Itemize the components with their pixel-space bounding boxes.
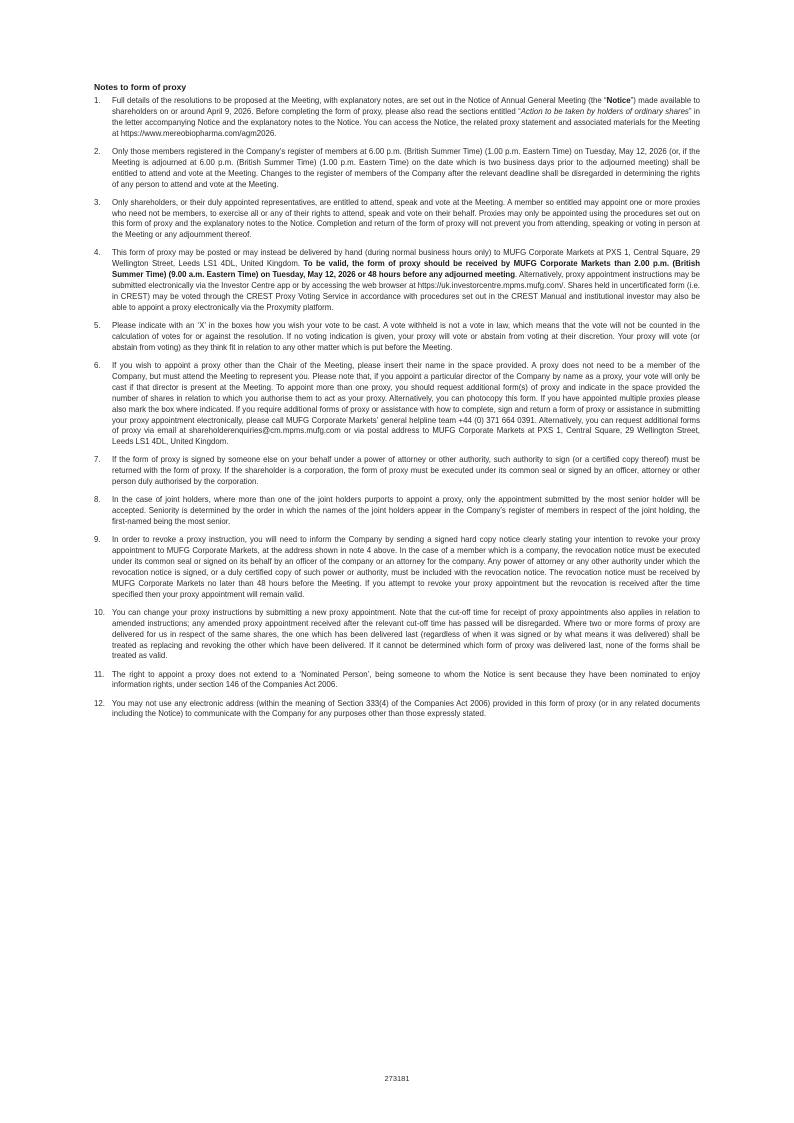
note-text [112, 96, 700, 140]
note-text-part: ” in the letter accompanying Notice and the explanatory notes to the Notice. You can access the Notice, the related proxy statement and associated materials for the Meeting at https://www.mereobiopharma.com/agm2026. [112, 106, 701, 138]
note-text-bold: To be valid, the form of proxy should be received by MUFG Corporate Markets than 2.00 p.m. (British Summer Time) (9.00 a.m. Eastern Time) on Tuesday, May 12, 2026 or 48 hours before any adjourned meeting [112, 259, 700, 280]
note-text: In the case of joint holders, where more than one of the joint holders purports to appoint a proxy, only the appointment submitted by the most senior holder will be accepted. Seniority is determined by the order in which the names of the joint holders appear in the Company’s register of members in respect of the joint holding, the first-named being the most senior. [112, 495, 700, 527]
note-text: Only shareholders, or their duly appointed representatives, are entitled to attend, speak and vote at the Meeting. A member so entitled may appoint one or more proxies who need not be members, to exercise all or any of their rights to attend, speak and vote on their behalf. Proxies may only be appointed using the procedures set out on this form of proxy and the explanatory notes to the Notice. Completion and return of the form of proxy will not prevent you from attending, speaking or voting in person at the Meeting or any adjournment thereof. [112, 197, 700, 240]
note-11 [94, 670, 700, 692]
note-text-part: . Alternatively, proxy appointment instructions may be submitted electronically via the Investor Centre app or by accessing the web browser at https://uk.investorcentre.mpms.mufg.com/. Shares held in uncertificated form (i.e. in CREST) may be voted through the CREST Proxy Voting Service in accordance with procedures set out in the CREST Manual and institutional investor may also be able to appoint a proxy electronically via the Proxymity platform. [112, 270, 700, 312]
note-text-bold: Notice [606, 96, 631, 105]
note-7 [94, 455, 700, 488]
note-number: 2. [94, 146, 101, 156]
note-text-part: ”) made available to shareholders on or around April 9, 2026. Before completing the form of proxy, please also read the sections entitled “ [112, 96, 700, 116]
note-text: Only those members registered in the Company’s register of members at 6.00 p.m. (British Summer Time) (1.00 p.m. Eastern Time) on Tuesday, May 12, 2026 (or, if the Meeting is adjourned at 6.00 p.m. (British Summer Time) (1.00 p.m. Eastern Time) on the date which is two business days prior to the adjourned meeting) shall be entitled to attend and vote at the Meeting. Changes to the register of members of the Company after the relevant deadline shall be disregarded in determining the rights of any person to attend and vote at the Meeting. [112, 146, 700, 189]
page-title: Notes to form of proxy [94, 82, 187, 92]
note-2 [94, 147, 700, 191]
note-5 [94, 321, 700, 354]
note-number: 6. [94, 360, 101, 370]
note-text: If the form of proxy is signed by someone else on your behalf under a power of attorney or other authority, such authority to sign (or a certified copy thereof) must be returned with the form of proxy. If the shareholder is a corporation, the form of proxy must be executed under its common seal or signed by an officer, attorney or other person duly authorised by the corporation. [112, 455, 700, 487]
note-text: The right to appoint a proxy does not extend to a ‘Nominated Person’, being someone to whom the Notice is sent because they have been nominated to enjoy information rights, under section 146 of the Companies Act 2006. [112, 669, 700, 690]
note-text: Please indicate with an ‘X’ in the boxes how you wish your vote to be cast. A vote withheld is not a vote in law, which means that the vote will not be counted in the calculation of votes for or against the resolution. If no voting indication is given, your proxy will vote or abstain from voting at their discretion. Your proxy will vote (or abstain from voting) as they think fit in relation to any other matter which is put before the Meeting. [112, 321, 700, 352]
note-number: 4. [94, 248, 101, 258]
note-number: 7. [94, 455, 101, 465]
note-number: 10. [94, 607, 105, 617]
note-8 [94, 495, 700, 528]
note-text-part: Full details of the resolutions to be proposed at the Meeting, with explanatory notes, are set out in the Notice of Annual General Meeting (the “ [112, 96, 607, 105]
note-text: You can change your proxy instructions by submitting a new proxy appointment. Note that the cut-off time for receipt of proxy appointments also applies in relation to amended instructions; any amended proxy appointment received after the relevant cut-off time has passed will be disregarded. Where two or more forms of proxy are delivered for us in respect of the same shares, the one which has been delivered last (regardless of when it was signed or by what means it was delivered) shall be treated as replacing and revoking the other which have been delivered. If it cannot be determined which form of proxy was delivered last, none of the forms shall be treated as valid. [112, 607, 700, 661]
note-12 [94, 699, 700, 721]
note-number: 1. [94, 96, 101, 105]
note-number: 9. [94, 535, 101, 545]
note-text: In order to revoke a proxy instruction, you will need to inform the Company by sending a signed hard copy notice clearly stating your intention to revoke your proxy appointment to MUFG Corporate Markets, at the address shown in note 4 above. In the case of a member which is a company, the revocation notice must be executed under its common seal or signed on its behalf by an officer of the company or an attorney for the company. Any power of attorney or any other authority under which the revocation notice is signed, or a duly certified copy of such power or authority, must be included with the revocation notice. The revocation notice must be received by MUFG Corporate Markets no later than 48 hours before the Meeting. If you attempt to revoke your proxy appointment but the revocation is received after the time specified then your proxy appointment will remain valid. [112, 535, 700, 599]
note-text: If you wish to appoint a proxy other than the Chair of the Meeting, please insert their name in the space provided. A proxy does not need to be a member of the Company, but must attend the Meeting to represent you. Please note that, if you appoint a particular director of the Company by name as a proxy, your vote will only be cast if that director is present at the Meeting. To appoint more than one proxy, you should request additional form(s) of proxy and indicate in the space provided the number of shares in relation to which you authorise them to act as your proxy. Alternatively, you can photocopy this form. If you have appointed multiple proxies please also mark the box where indicated. If you require additional forms of proxy or assistance with how to complete, sign and return a form of proxy or assistance in submitting your proxy appointment electronically, please call MUFG Corporate Markets’ general helpline team +44 (0) 371 664 0391. Alternatively, you can request additional forms of proxy via email at shareholderenquiries@cm.mpms.mufg.com or via postal address to MUFG Corporate Markets at PXS 1, Central Square, 29 Wellington Street, Leeds LS1 4DL, United Kingdom. [112, 360, 700, 447]
note-number: 8. [94, 495, 101, 505]
note-1 [94, 96, 700, 140]
note-3 [94, 198, 700, 242]
note-text [112, 248, 700, 313]
note-number: 11. [94, 669, 105, 679]
note-text-part: This form of proxy may be posted or may instead be delivered by hand (during normal business hours only) to MUFG Corporate Markets at PXS 1, Central Square, 29 Wellington Street, Leeds LS1 4DL, United Kingdom. [112, 248, 700, 269]
note-10 [94, 608, 700, 663]
note-9 [94, 535, 700, 600]
note-text: You may not use any electronic address (within the meaning of Section 333(4) of the Companies Act 2006) provided in this form of proxy (or in any related documents including the Notice) to communicate with the Company for any purposes other than those expressly stated. [112, 698, 700, 719]
document-reference-code: 273181 [384, 1074, 410, 1083]
note-text-italic: Action to be taken by holders of ordinary shares [520, 106, 689, 116]
note-6 [94, 361, 700, 448]
note-number: 3. [94, 197, 101, 207]
note-number: 12. [94, 698, 105, 708]
notes-list [94, 96, 700, 728]
note-number: 5. [94, 321, 101, 331]
note-4 [94, 248, 700, 313]
